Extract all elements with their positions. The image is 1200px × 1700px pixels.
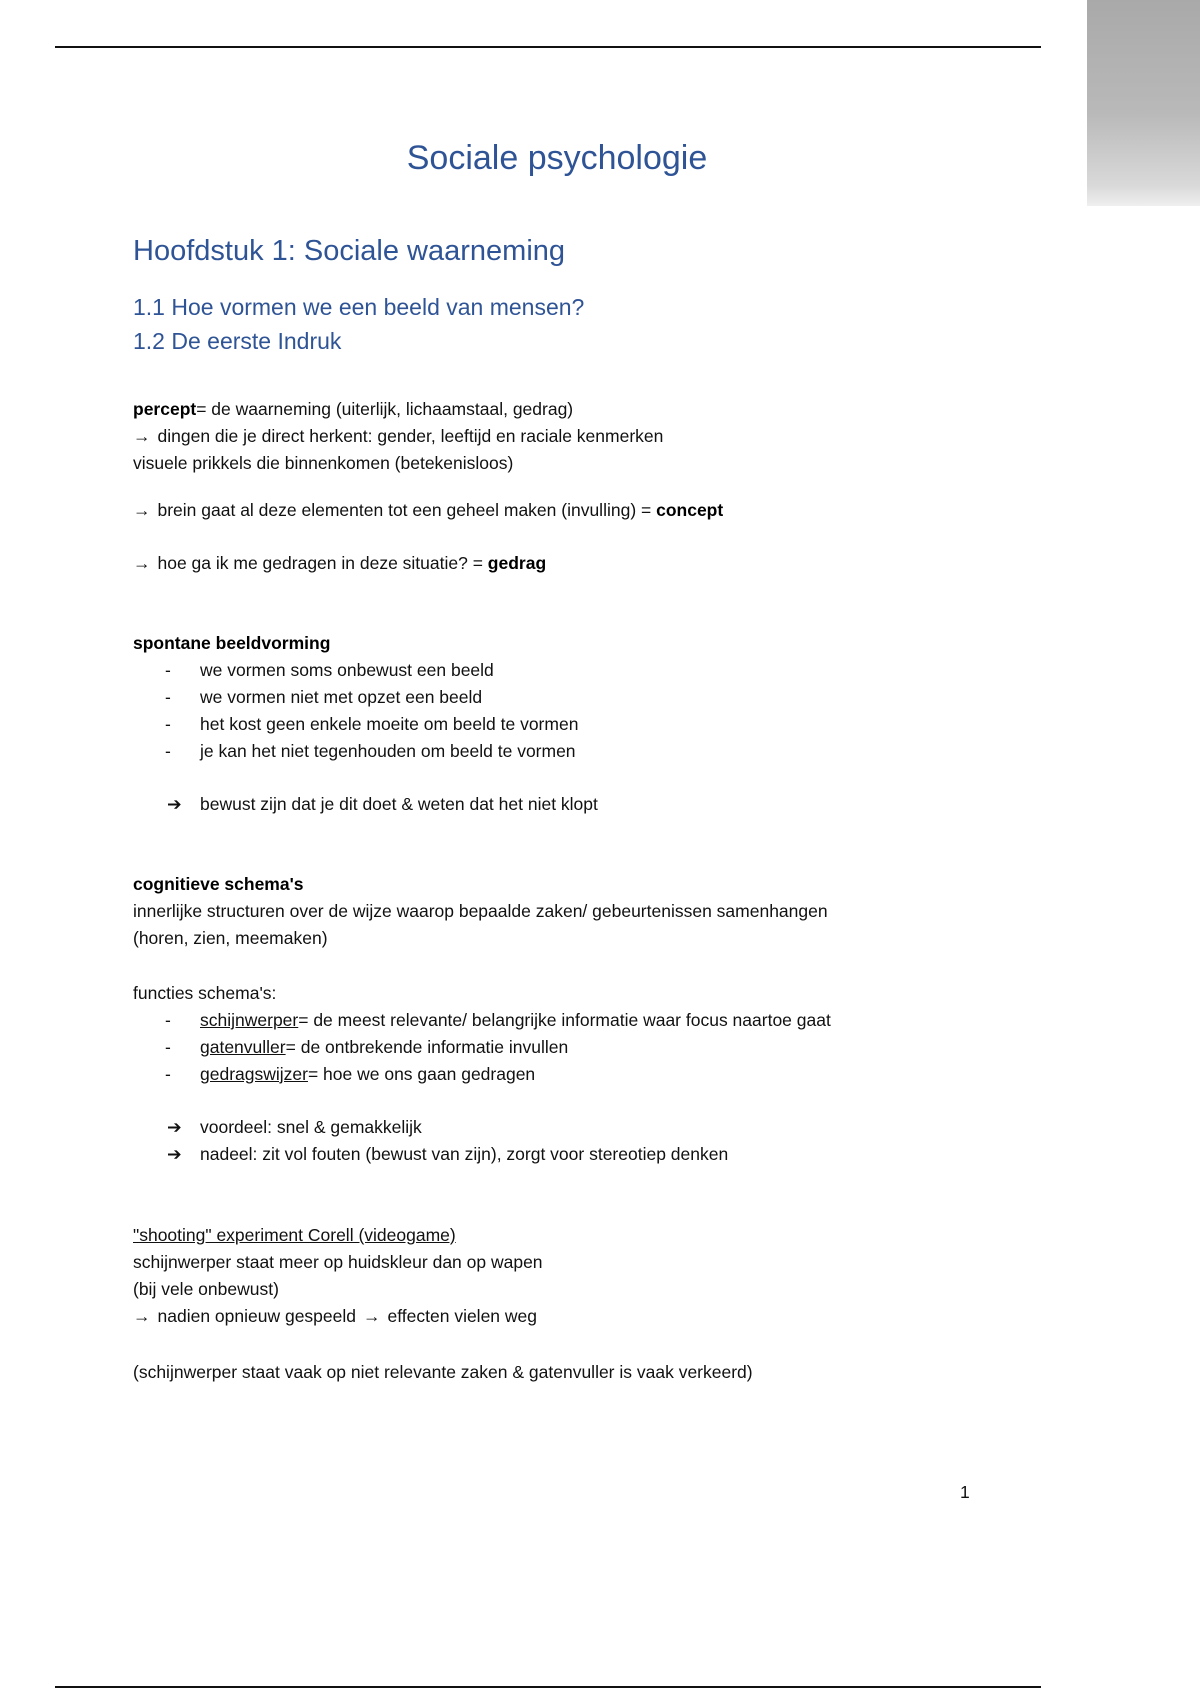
spontane-conclusion-line (133, 791, 981, 818)
voordeel-text: voordeel: snel & gemakkelijk (200, 1117, 422, 1137)
nadeel-line (133, 1141, 981, 1168)
shooting-experiment-section (133, 1222, 981, 1330)
closing-note-text: (schijnwerper staat vaak op niet relevante zaken & gatenvuller is vaak verkeerd) (133, 1362, 753, 1382)
page-content (133, 0, 981, 1386)
spontane-conclusion-text: bewust zijn dat je dit doet & weten dat het niet klopt (200, 794, 598, 814)
term-gatenvuller: gatenvuller (200, 1037, 286, 1057)
list-item-text: je kan het niet tegenhouden om beeld te vormen (200, 741, 576, 761)
nadeel-text: nadeel: zit vol fouten (bewust van zijn), zorgt voor stereotiep denken (200, 1144, 729, 1164)
voordeel-nadeel-section (133, 1114, 981, 1168)
cognitieve-schemas-section (133, 871, 981, 952)
closing-note (133, 1359, 981, 1386)
right-arrow-icon: → (363, 1306, 381, 1326)
schemas-description-line2: (horen, zien, meemaken) (133, 928, 328, 948)
dash-bullet-icon: - (165, 1037, 171, 1057)
footer-rule (55, 1686, 1041, 1688)
functies-label: functies schema's: (133, 983, 277, 1003)
percept-stimuli-text: visuele prikkels die binnenkomen (betekenisloos) (133, 453, 514, 473)
shooting-line3 (133, 1303, 981, 1330)
dash-bullet-icon: - (165, 1010, 171, 1030)
shooting-heading: "shooting" experiment Corell (videogame) (133, 1225, 456, 1245)
term-schijnwerper: schijnwerper (200, 1010, 299, 1030)
list-item (133, 711, 981, 738)
list-item (133, 1061, 981, 1088)
percept-definition-line (133, 396, 981, 423)
list-item-text: we vormen niet met opzet een beeld (200, 687, 483, 707)
functies-section (133, 980, 981, 1088)
shooting-line2: (bij vele onbewust) (133, 1279, 279, 1299)
dash-bullet-icon: - (165, 741, 171, 761)
percept-stimuli-line (133, 450, 981, 477)
term-percept: percept (133, 399, 197, 419)
term-concept: concept (656, 500, 724, 520)
spontane-heading: spontane beeldvorming (133, 633, 331, 653)
shooting-line3-text-b: effecten vielen weg (387, 1306, 538, 1326)
list-item-text: = de ontbrekende informatie invullen (285, 1037, 569, 1057)
list-item (133, 1007, 981, 1034)
list-item-text: = hoe we ons gaan gedragen (307, 1064, 536, 1084)
schemas-description-line1: innerlijke structuren over de wijze waarop bepaalde zaken/ gebeurtenissen samenhangen (133, 901, 828, 921)
bold-arrow-icon: ➔ (167, 794, 182, 814)
bold-arrow-icon: ➔ (167, 1144, 182, 1164)
chapter-heading: Hoofdstuk 1: Sociale waarneming (133, 235, 566, 267)
document-title: Sociale psychologie (406, 139, 708, 177)
right-arrow-icon: → (133, 553, 151, 573)
term-gedragswijzer: gedragswijzer (200, 1064, 308, 1084)
dash-bullet-icon: - (165, 1064, 171, 1084)
schemas-heading: cognitieve schema's (133, 874, 304, 894)
percept-paragraph (133, 396, 981, 477)
right-arrow-icon: → (133, 1306, 151, 1326)
percept-recognition-line (133, 423, 981, 450)
page-number: 1 (960, 1482, 970, 1502)
concept-line (133, 497, 981, 524)
bold-arrow-icon: ➔ (167, 1117, 182, 1137)
list-item (133, 1034, 981, 1061)
gedrag-line (133, 550, 981, 577)
percept-definition-text: = de waarneming (uiterlijk, lichaamstaal, gedrag) (196, 399, 574, 419)
term-gedrag: gedrag (487, 553, 547, 573)
shooting-line3-text-a: nadien opnieuw gespeeld (157, 1306, 356, 1326)
gedrag-text: hoe ga ik me gedragen in deze situatie? = (157, 553, 488, 573)
dash-bullet-icon: - (165, 687, 171, 707)
list-item-text: het kost geen enkele moeite om beeld te vormen (200, 714, 579, 734)
list-item-text: = de meest relevante/ belangrijke informatie waar focus naartoe gaat (298, 1010, 831, 1030)
shooting-line1: schijnwerper staat meer op huidskleur dan op wapen (133, 1252, 543, 1272)
list-item (133, 738, 981, 765)
dash-bullet-icon: - (165, 660, 171, 680)
right-arrow-icon: → (133, 426, 151, 446)
spontane-beeldvorming-section (133, 630, 981, 765)
right-arrow-icon: → (133, 500, 151, 520)
list-item (133, 684, 981, 711)
page-edge-shadow (1087, 0, 1200, 206)
concept-text: brein gaat al deze elementen tot een geheel maken (invulling) = (157, 500, 657, 520)
section-heading-1-2: 1.2 De eerste Indruk (133, 328, 342, 354)
list-item (133, 657, 981, 684)
list-item-text: we vormen soms onbewust een beeld (200, 660, 494, 680)
percept-recognition-text: dingen die je direct herkent: gender, leeftijd en raciale kenmerken (157, 426, 664, 446)
dash-bullet-icon: - (165, 714, 171, 734)
section-heading-1-1: 1.1 Hoe vormen we een beeld van mensen? (133, 294, 585, 320)
voordeel-line (133, 1114, 981, 1141)
